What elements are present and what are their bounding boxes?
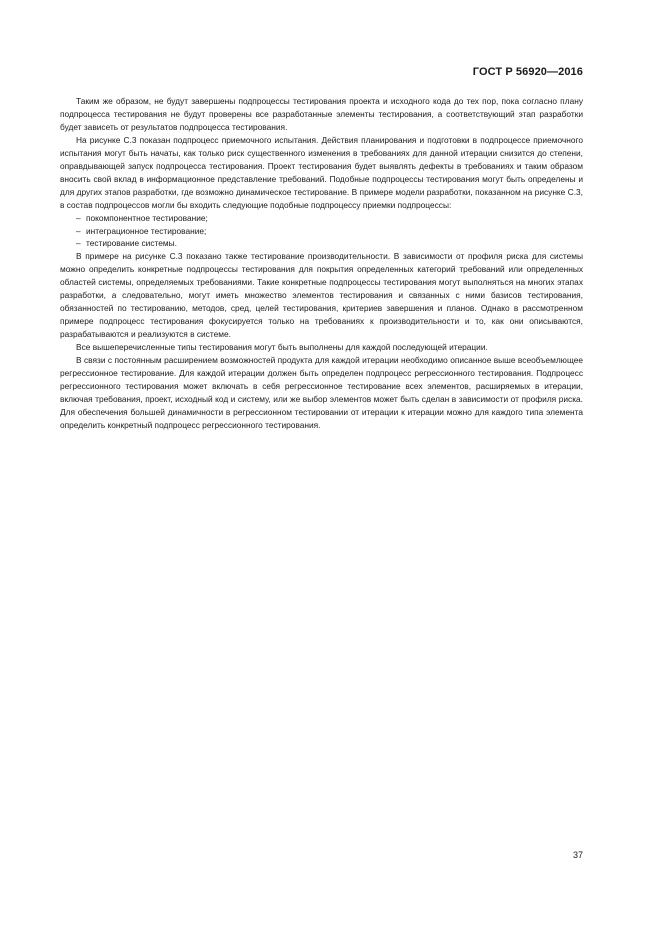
paragraph-3: В примере на рисунке С.3 показано также тестирование производительности. В зависимости от профиля риска для системы можно определить конкретные подпроцессы тестирования для покрытия определенных категорий требований или определенных областей системы, определяемых требованиями. Такие конкретные подпроцессы тестирования могут выполняться на многих этапах разработки, а следовательно, могут иметь множество элементов тестирования и связанных с ними базисов тестирования, обязанностей по тестированию, методов, сред, целей тестирования, критериев завершения и планов. Однако в рассмотренном примере подпроцесс тестирования фокусируется только на требованиях к производительности и то, как они описываются, разрабатываются и реализуются в системе.	[60, 251, 583, 340]
paragraph-5: В связи с постоянным расширением возможностей продукта для каждой итерации необходимо описанное выше всеобъемлющее регрессионное тестирование. Для каждой итерации должен быть определен подпроцесс регрессионного тестирования. Подпроцесс регрессионного тестирования может включать в себя регрессионное тестирование всех элементов, расширяемых в итерации, включая требования, проект, исходный код и систему, или же выбор элементов может быть сделан в зависимости от профиля риска. Для обеспечения большей динамичности в регрессионном тестировании от итерации к итерации можно для каждого типа элемента определить конкретный подпроцесс регрессионного тестирования.	[60, 355, 583, 430]
list-item-text: тестирование системы.	[86, 238, 177, 249]
paragraph-4: Все вышеперечисленные типы тестирования могут быть выполнены для каждой последующей итерации.	[76, 342, 488, 353]
paragraph-2: На рисунке С.3 показан подпроцесс приемочного испытания. Действия планирования и подготовки в подпроцессе приемочного испытания могут быть начаты, как только риск существенного изменения в требованиях для данной итерации снизится до степени, оправдывающей запуск подпроцесса тестирования. Проект тестирования будет выявлять дефекты в требованиях и таким образом вносить свой вклад в информационное представление требований. Подобные подпроцессы тестирования могут быть определены и для других этапов разработки, где возможно динамическое тестирование. В примере модели разработки, показанном на рисунке С.3, в состав подпроцессов могли бы входить следующие подобные подпроцессу приемки подпроцессы:	[60, 134, 583, 210]
page-number: 37	[572, 850, 583, 860]
list-dash: –	[76, 238, 81, 249]
paragraph-1: Таким же образом, не будут завершены подпроцессы тестирования проекта и исходного кода до тех пор, пока согласно плану подпроцесса тестирования не будут проверены все разработанные элементы тестирования, а соответствующий этап разработки будет зависеть от результатов подпроцесса тестирования.	[60, 96, 583, 132]
list-dash: –	[76, 225, 81, 236]
list-item-text: покомпонентное тестирование;	[86, 212, 208, 223]
document-body	[60, 95, 583, 432]
subprocess-list	[60, 212, 583, 251]
document-code-header: ГОСТ Р 56920—2016	[472, 66, 583, 78]
list-item-text: интеграционное тестирование;	[86, 225, 207, 236]
list-item	[60, 225, 583, 238]
list-item	[60, 212, 583, 225]
list-dash: –	[76, 212, 81, 223]
list-item	[60, 237, 583, 250]
